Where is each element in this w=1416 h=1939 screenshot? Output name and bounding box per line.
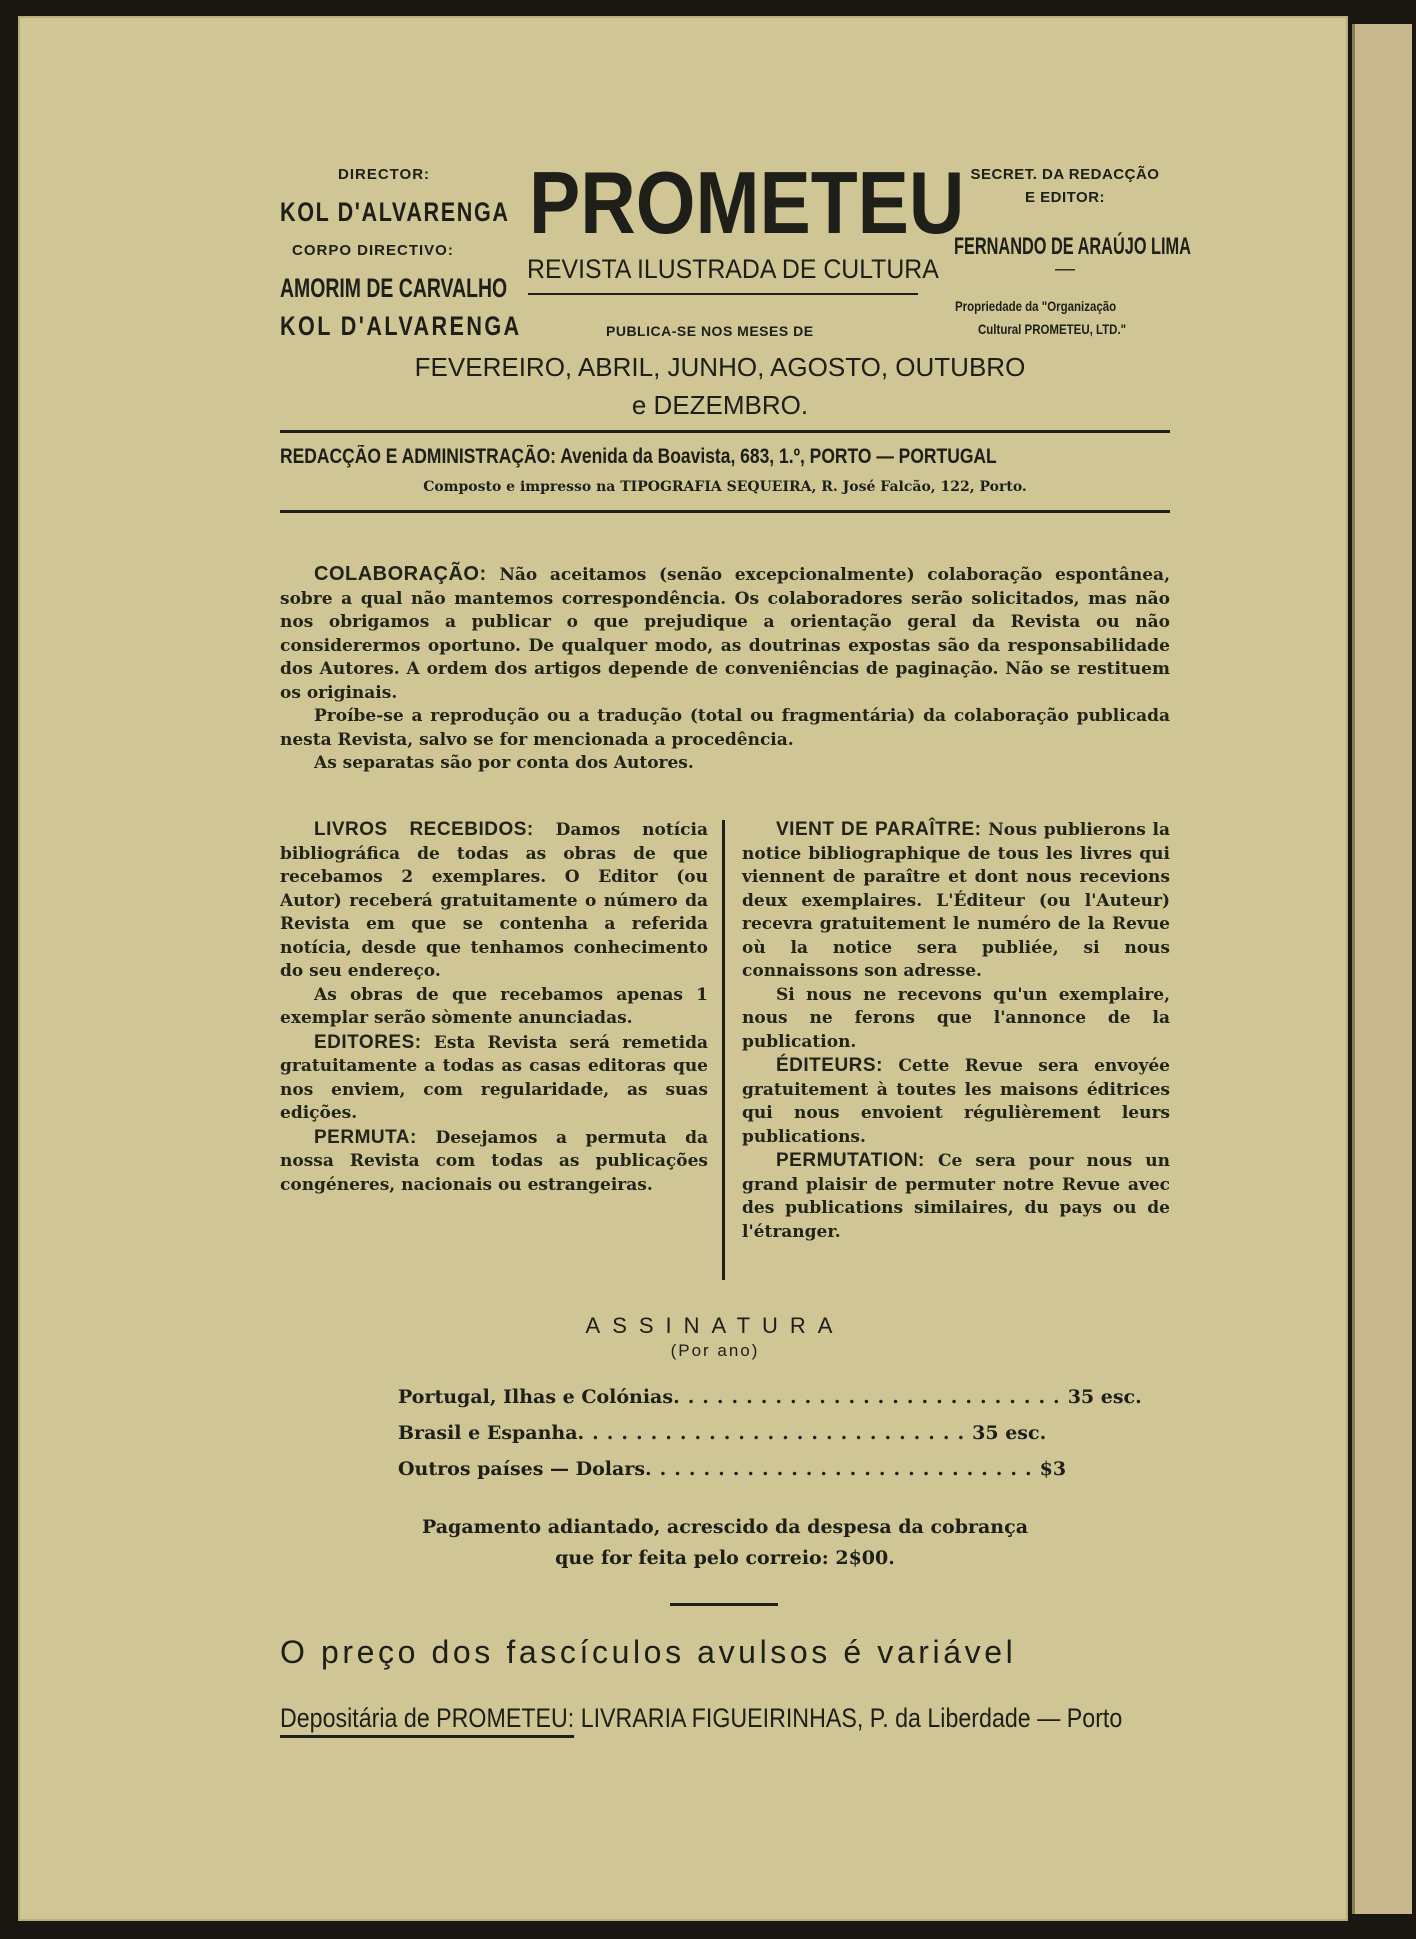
subscription-row [398, 1458, 1067, 1480]
subscription-label: Brasil e Espanha [398, 1422, 578, 1444]
months-line-1: FEVEREIRO, ABRIL, JUNHO, AGOSTO, OUTUBRO [414, 352, 1026, 382]
composto-line: Composto e impresso na TIPOGRAFIA SEQUEIRA, R. José Falcão, 122, Porto. [423, 479, 1027, 495]
vient-text-2: Si nous ne recevons qu'un exemplaire, nous ne ferons que l'annonce de la publication. [742, 984, 1170, 1052]
colaboracao-heading: COLABORAÇÃO: [314, 563, 487, 585]
colaboracao-text: Não aceitamos (senão excepcionalmente) colaboração espontânea, sobre a qual não mantemos correspondência. Os colaboradores serão solicitados, mas não nos obrigamos a publicar o que prejudique a orientação geral da Revista ou não considerermos oportuno. De qualquer modo, as doutrinas expostas são da responsabilidade dos Autores. A ordem dos artigos depende de conveniências de paginação. Não se restituem os originais. [280, 565, 1170, 703]
permuta-heading: PERMUTA: [314, 1126, 417, 1148]
dot-leader: ........................... [645, 1458, 1040, 1480]
assinatura-sub: (Por ano) [670, 1341, 760, 1360]
colaboracao-p3: As separatas são por conta dos Autores. [314, 753, 694, 773]
secret-dash: — [1055, 258, 1075, 280]
subscription-label: Portugal, Ilhas e Colónias [398, 1386, 674, 1408]
months-line-2: e DEZEMBRO. [631, 390, 809, 420]
corpo-directivo-label: CORPO DIRECTIVO: [292, 242, 454, 259]
magazine-title: PROMETEU [529, 153, 965, 252]
address-rule-bottom [280, 510, 1170, 513]
adjacent-page-edge [1352, 24, 1412, 1914]
secret-editor-name: FERNANDO DE ARAÚJO LIMA [954, 233, 1191, 260]
magazine-subtitle: REVISTA ILUSTRADA DE CULTURA [527, 254, 939, 284]
depositaria-label: Depositária de PROMETEU: [280, 1703, 574, 1738]
publica-label: PUBLICA-SE NOS MESES DE [606, 323, 814, 339]
permutation-text: Ce sera pour nous un grand plaisir de permuter notre Revue avec des publications similaires, du pays ou de l'étranger. [742, 1151, 1170, 1242]
vient-heading: VIENT DE PARAÎTRE: [776, 819, 982, 840]
subscription-price: 35 esc. [972, 1422, 1047, 1444]
pagamento-line-1: Pagamento adiantado, acrescido da despesa da cobrança [421, 1516, 1029, 1538]
address-line: REDACÇÃO E ADMINISTRAÇÃO: Avenida da Boavista, 683, 1.º, PORTO — PORTUGAL [280, 445, 997, 468]
right-column [742, 818, 1170, 1244]
assinatura-heading: ASSINATURA [585, 1313, 845, 1338]
vient-text: Nous publierons la notice bibliographique de tous les livres qui viennent de paraître et dont nous recevions deux exemplaires. L'Éditeur (ou l'Auteur) recevra gratuitement le numéro de la Revue où la notice sera publiée, si nous connaissons son adresse. [742, 820, 1170, 981]
dot-leader: ........................... [577, 1422, 973, 1444]
left-column [280, 818, 708, 1197]
permutation-heading: PERMUTATION: [776, 1150, 925, 1171]
secret-label-1: SECRET. DA REDACÇÃO [970, 166, 1160, 183]
livros-heading: LIVROS RECEBIDOS: [314, 819, 534, 840]
livros-text-2: As obras de que recebamos apenas 1 exemplar serão sòmente anunciadas. [280, 984, 708, 1028]
editeurs-text: Cette Revue sera envoyée gratuitement à toutes les maisons éditrices qui nous envoient régulièrement leurs publications. [742, 1056, 1170, 1147]
depositaria-line [280, 1703, 1122, 1734]
editores-text: Esta Revista será remetida gratuitamente a todas as casas editoras que nos enviem, com regularidade, as suas edições. [280, 1032, 708, 1123]
column-divider [722, 820, 725, 1280]
director-name: KOL D'ALVARENGA [280, 197, 510, 227]
secret-label-2: E EDITOR: [1024, 189, 1106, 206]
subscription-price: 35 esc. [1067, 1386, 1142, 1408]
colaboracao-p2: Proíbe-se a reprodução ou a tradução (total ou fragmentária) da colaboração publicada nesta Revista, salvo se for mencionada a procedência. [280, 706, 1170, 750]
corpo-name-2: KOL D'ALVARENGA [280, 311, 522, 341]
livros-text: Damos notícia bibliográfica de todas as obras de que recebamos 2 exemplares. O Editor (ou Autor) receberá gratuitamente o número da Revista em que se contenha a referida notícia, desde que tenhamos conhecimento do seu endereço. [280, 820, 708, 981]
corpo-name-1: AMORIM DE CARVALHO [280, 273, 508, 303]
depositaria-value: LIVRARIA FIGUEIRINHAS, P. da Liberdade — Porto [580, 1703, 1123, 1733]
subscription-price: $3 [1039, 1458, 1067, 1480]
subscription-row [398, 1386, 1142, 1408]
director-label: DIRECTOR: [338, 166, 431, 183]
separator-rule [670, 1603, 778, 1606]
colaboracao-section [280, 563, 1170, 776]
subtitle-rule [528, 293, 918, 295]
dot-leader: ........................... [673, 1386, 1068, 1408]
editeurs-heading: ÉDITEURS: [776, 1055, 883, 1076]
preco-line: O preço dos fascículos avulsos é variável [280, 1634, 1017, 1670]
address-rule-top [280, 430, 1170, 433]
subscription-row [398, 1422, 1053, 1444]
pagamento-line-2: que for feita pelo correio: 2$00. [555, 1547, 895, 1569]
propriedade-line-1: Propriedade da "Organização [955, 298, 1117, 314]
editores-heading: EDITORES: [314, 1031, 422, 1053]
permuta-text: Desejamos a permuta da nossa Revista com todas as publicações congéneres, nacionais ou estrangeiras. [280, 1127, 709, 1195]
propriedade-line-2: Cultural PROMETEU, LTD." [978, 321, 1127, 337]
subscription-label: Outros países — Dolars [398, 1458, 646, 1480]
